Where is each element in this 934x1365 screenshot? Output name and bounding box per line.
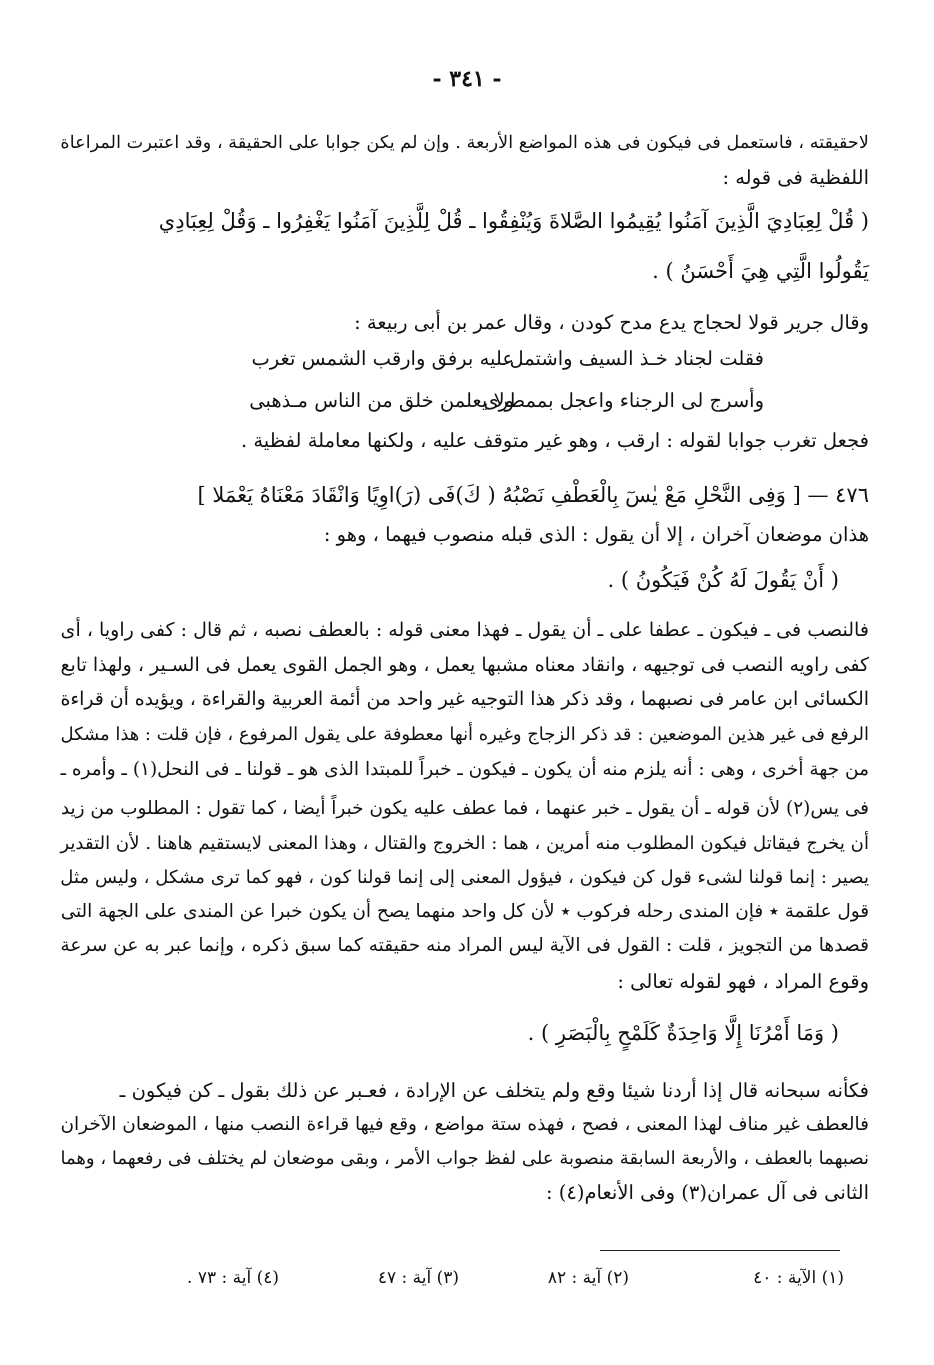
quran-quote-line: ( قُلْ لِعِبَادِيَ الَّذِينَ آمَنُوا يُقِيمُوا الصَّلاةَ وَيُنْفِقُوا ـ قُلْ لِلَّذِينَ آمَنُوا يَغْفِرُوا ـ وَقُلْ لِعِبَادِي (158, 209, 869, 233)
text-line: هذان موضعان آخران ، إلا أن يقول : الذى قبله منصوب فيهما ، وهو : (323, 523, 869, 546)
text-line: قصدها من التجويز ، قلت : القول فى الآية ليس المراد منه حقيقته كما سبق ذكره ، وإنما عبر به عن سرعة (60, 935, 869, 956)
text-line: من جهة أخرى ، وهى : أنه يلزم منه أن يكون ـ فيكون ـ خبراً للمبتدا الذى هو ـ قولنا ـ فى النحل(١) ـ وأمره ـ (60, 759, 869, 780)
text-line: الرفع فى غير هذين الموضعين : قد ذكر الزجاج وغيره أنها معطوفة على يقول المرفوع ، فإن قلت : هذا مشكل (60, 724, 869, 745)
text-line: فالنصب فى ـ فيكون ـ عطفا على ـ أن يقول ـ فهذا معنى قوله : بالعطف نصبه ، ثم قال : كفى راويا ، أى (60, 618, 869, 641)
footnote: (٤) آية : ٧٣ . (187, 1268, 279, 1288)
quran-quote-line: ( أَنْ يَقُولَ لَهُ كُنْ فَيَكُونُ ) . (607, 568, 839, 592)
text-line: يصير : إنما قولنا لشىء قول كن فيكون ، فيؤول المعنى إلى إنما قولنا كون ، فهو كما ترى مشكل ، وليس مثل (60, 867, 869, 888)
text-line: فالعطف غير مناف لهذا المعنى ، فصح ، فهذه ستة مواضع ، وقع فيها قراءة النصب منها ، الموضعان الآخران (60, 1114, 869, 1135)
verse-476: ٤٧٦ — [ وَفِى النَّحْلِ مَعْ يٰسٓ بِالْعَطْفِ نَصْبُهُ ( كَ)فَى (رَ)اوِيًا وَانْقَادَ مَعْنَاهُ يَعْمَلا ] (197, 483, 869, 507)
text-line: لاحقيقته ، فاستعمل فى فيكون فى هذه المواضع الأربعة . وإن لم يكن جوابا على الحقيقة ، وقد اعتبرت المراعاة (60, 133, 869, 153)
text-line: نصبهما بالعطف ، والأربعة السابقة منصوبة على لفظ جواب الأمر ، وبقى موضعان لم يختلف فى رفعهما ، وهما (60, 1148, 869, 1169)
poem-hemistich-left: ولا يعلمن خلق من الناس مـذهبى (249, 389, 514, 412)
quran-quote-line: يَقُولُوا الَّتِي هِيَ أَحْسَنُ ) . (652, 259, 869, 283)
text-line: الكسائى ابن عامر فى نصبهما ، وقد ذكر هذا التوجيه غير واحد من أئمة العربية والقراءة ، ويؤيده أن قراءة (60, 689, 869, 710)
footnote: (٣) آية : ٤٧ (377, 1268, 459, 1288)
text-line: أن يخرج فيقاتل فيكون المطلوب منه أمرين ، هما : الخروج والقتال ، وهذا المعنى لايستقيم هاهنا . لأن التقدير (60, 833, 869, 854)
poem-hemistich-left: عليه برفق وارقب الشمس تغرب (251, 347, 514, 370)
text-line: الثانى فى آل عمران(٣) وفى الأنعام(٤) : (546, 1181, 869, 1204)
poem-comment: فجعل تغرب جوابا لقوله : ارقب ، وهو غير متوقف عليه ، ولكنها معاملة لفظية . (240, 429, 869, 452)
poem-hemistich-right: فقلت لجناد خـذ السيف واشتمل (509, 347, 764, 370)
text-line: اللفظية فى قوله : (722, 166, 869, 189)
quran-quote-line: ( وَمَا أَمْرُنَا إِلَّا وَاحِدَةٌ كَلَمْحٍ بِالْبَصَرِ ) . (527, 1021, 839, 1045)
text-line: فى يس(٢) لأن قوله ـ أن يقول ـ خبر عنهما ، فما عطف عليه يكون خبراً أيضا ، كما تقول : المطلوب من زيد (60, 798, 869, 819)
poem-intro: وقال جرير قولا لحجاج يدع مدح كودن ، وقال عمر بن أبى ربيعة : (354, 311, 869, 334)
footnote-separator (600, 1250, 840, 1251)
page-number: - ٣٤١ - (432, 66, 502, 92)
poem-hemistich-right: وأسرج لى الرجناء واعجل بممطرى (483, 389, 764, 412)
text-line: فكأنه سبحانه قال إذا أردنا شيئا وقع ولم يتخلف عن الإرادة ، فعـبر عن ذلك بقول ـ كن فيكون ـ (119, 1079, 869, 1102)
text-line: كفى راويه النصب فى توجيهه ، وانقاد معناه مشبها يعمل ، وهو الجمل القوى يعمل فى السـير ، ولهذا تابع (60, 654, 869, 676)
text-line: قول علقمة ٭ فإن المندى رحله فركوب ٭ لأن كل واحد منهما يصح أن يكون خبرا عن المندى على الجهة التى (60, 901, 869, 922)
text-line: وقوع المراد ، فهو لقوله تعالى : (617, 970, 869, 993)
footnote: (١) الآية : ٤٠ (753, 1268, 844, 1288)
footnote: (٢) آية : ٨٢ (547, 1268, 629, 1288)
